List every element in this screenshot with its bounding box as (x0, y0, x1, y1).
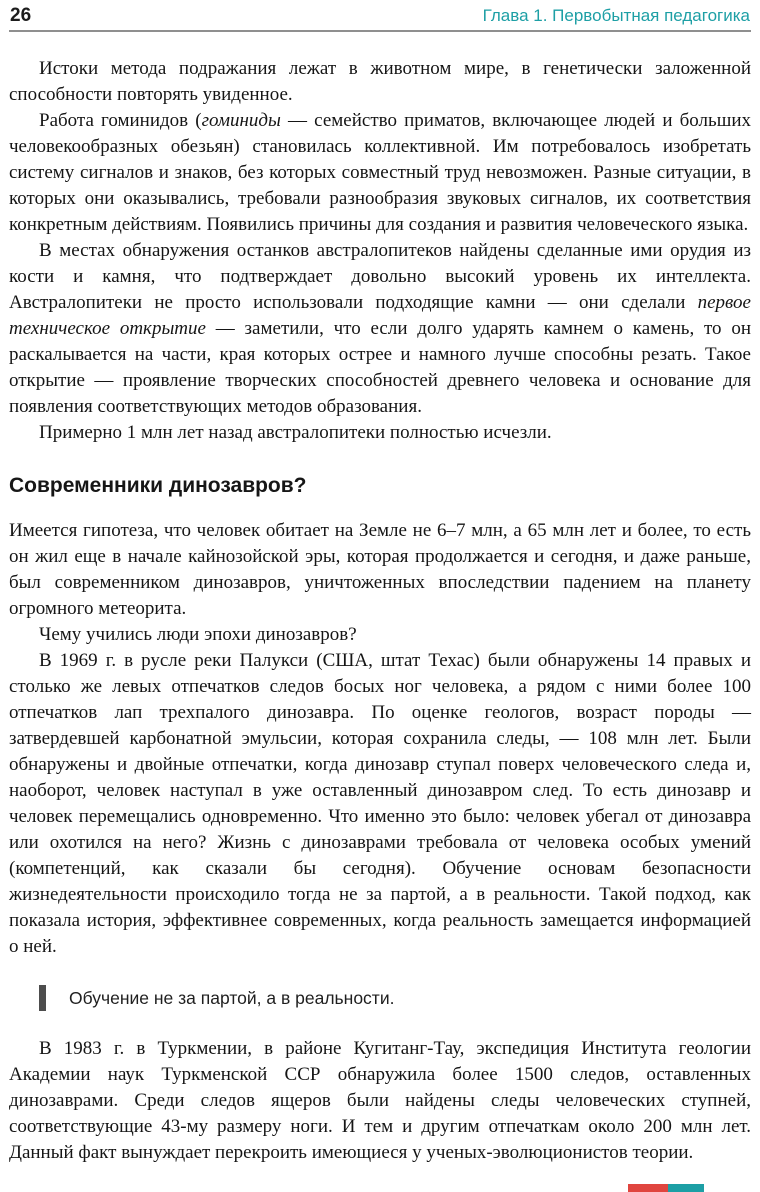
quote-bar-icon (39, 985, 46, 1011)
paragraph: В 1969 г. в русле реки Палукси (США, штат Техас) были обнаружены 14 правых и столько же левых отпечатков следов босых ног человека, а рядом с ними более 100 отпечатков лап трехпалого динозавра. По оценке геологов, возраст породы — затвердевшей карбонатной эмульсии, которая сохранила следы, — 108 млн лет. Были обнаружены и двойные отпечатки, когда динозавр ступал поверх человеческого следа и, наоборот, человек наступал в уже оставленный динозавром след. То есть динозавр и человек перемещались одновременно. Что именно это было: человек убегал от динозавра или охотился на него? Жизнь с динозаврами требовала от человека особых умений (компетенций, как сказали бы сегодня). Обучение основам безопасности жизнедеятельности происходило тогда не за партой, а в реальности. Такой подход, как показала история, эффективнее современных, когда реальность замещается информацией о ней. (9, 650, 751, 957)
paragraph: В местах обнаружения останков австралопитеков найдены сделанные ими орудия из кости и камня, что подтверждает довольно высокий уровень их интеллекта. Австралопитеки не просто использовали подходящие камни — они сделали первое техническое открытие — заметили, что если долго ударять камнем о камень, то он раскалывается на части, края которых острее и намного лучше способны резать. Такое открытие — проявление творческих способностей древнего человека и основание для появления соответствующих методов образования. (9, 240, 752, 417)
paragraph: Чему учились люди эпохи динозавров? (39, 624, 357, 645)
paragraph: В 1983 г. в Туркмении, в районе Кугитанг-Тау, экспедиция Института геологии Академии наук Туркменской ССР обнаружила более 1500 следов, оставленных динозаврами. Среди следов ящеров были найдены следы человеческих ступней, соответствующие 43-му размеру ноги. И тем и другим отпечаткам около 200 млн лет. Данный факт вынуждает перекроить имеющиеся у ученых-эволюционистов теории. (9, 1038, 751, 1163)
page-number: 26 (10, 5, 32, 26)
section-heading: Современники динозавров? (9, 474, 307, 497)
header-divider (9, 30, 751, 32)
paragraph: Работа гоминидов (гоминиды — семейство приматов, включающее людей и больших человекообразных обезьян) становилась коллективной. Им потребовалось изобретать систему сигналов и знаков, без которых совместный труд невозможен. Разные ситуации, в которых они оказывались, требовали разнообразия звуковых сигналов, их соответствия конкретным действиям. Появились причины для создания и развития человеческого языка. (9, 110, 751, 235)
page-content (9, 56, 751, 1166)
progress-red-segment (628, 1184, 668, 1192)
paragraph: Истоки метода подражания лежат в животном мире, в генетически заложенной способности повторять увиденное. (9, 58, 751, 105)
quote-text: Обучение не за партой, а в реальности. (69, 988, 395, 1008)
paragraph: Имеется гипотеза, что человек обитает на Земле не 6–7 млн, а 65 млн лет и более, то есть он жил еще в начале кайнозойской эры, которая продолжается и сегодня, и даже раньше, был современником динозавров, уничтоженных впоследствии падением на планету огромного метеорита. (9, 520, 751, 619)
quote-block (39, 985, 751, 1011)
paragraph: Примерно 1 млн лет назад австралопитеки полностью исчезли. (39, 422, 552, 443)
page-header (9, 0, 751, 30)
page-progress-indicator (628, 1184, 704, 1192)
progress-teal-segment (668, 1184, 704, 1192)
chapter-title: Глава 1. Первобытная педагогика (482, 6, 750, 25)
